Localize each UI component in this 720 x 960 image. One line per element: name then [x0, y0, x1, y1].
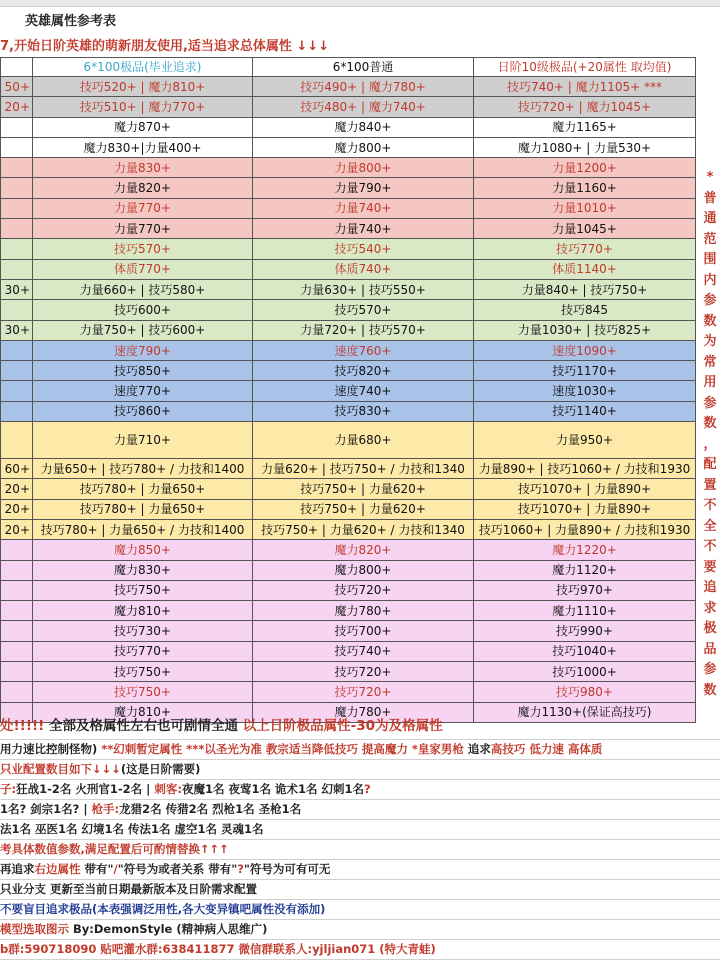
table-cell	[1, 137, 33, 157]
note-text: 法1名 巫医1名 幻境1名 传法1名 虚空1名 灵魂1名	[0, 822, 264, 836]
note-text: 只业分支 更新至当前日期最新版本及日阶需求配置	[0, 882, 258, 896]
note-line	[0, 920, 720, 940]
table-cell: 魔力1165+	[474, 117, 696, 137]
table-cell: 技巧770+	[33, 641, 253, 661]
table-cell	[1, 158, 33, 178]
table-cell: 技巧780+ | 力量650+	[33, 479, 253, 499]
table-cell: 技巧570+	[253, 300, 474, 320]
table-cell: 技巧740+	[253, 641, 474, 661]
sidebar-char: 置	[703, 477, 717, 493]
table-cell: 力量790+	[253, 178, 474, 198]
note-line	[0, 860, 720, 880]
table-row	[1, 580, 696, 600]
note-text: 只业配置数目如下↓↓↓	[0, 762, 121, 776]
table-cell: 30+	[1, 279, 33, 299]
sidebar-char: 求	[703, 600, 717, 616]
table-cell: 技巧750+	[33, 580, 253, 600]
table-row	[1, 361, 696, 381]
note-text: 再追求	[0, 862, 35, 876]
sidebar-char: 配	[703, 457, 717, 472]
table-cell: 力量1160+	[474, 178, 696, 198]
sidebar-char: 全	[703, 518, 717, 534]
table-cell: 力量750+ | 技巧600+	[33, 320, 253, 340]
table-cell: 魔力830+	[33, 560, 253, 580]
table-cell: 速度740+	[253, 381, 474, 401]
table-cell: 力量650+ | 技巧780+ / 力技和1400	[33, 459, 253, 479]
note-line	[0, 940, 720, 960]
sidebar-char: 围	[703, 252, 717, 267]
table-row	[1, 641, 696, 661]
table-cell: 魔力1130+(保证高技巧)	[474, 702, 696, 722]
table-row	[1, 540, 696, 560]
table-cell: 魔力840+	[253, 117, 474, 137]
note-text: (精神病人思维广)	[176, 922, 268, 936]
sidebar-char: 极	[703, 621, 717, 636]
table-row	[1, 300, 696, 320]
table-cell: 力量740+	[253, 198, 474, 218]
sheet-subtitle: 7,开始日阶英雄的萌新朋友使用,适当追求总体属性 ↓↓↓	[0, 39, 330, 54]
table-cell: 魔力780+	[253, 702, 474, 722]
table-cell: 力量1010+	[474, 198, 696, 218]
table-cell: 魔力800+	[253, 560, 474, 580]
table-cell: 魔力1120+	[474, 560, 696, 580]
header-row	[1, 58, 696, 77]
table-cell: 技巧490+ | 魔力780+	[253, 77, 474, 97]
sidebar-char: 为	[703, 334, 717, 349]
table-row	[1, 682, 696, 702]
table-cell: 速度1030+	[474, 381, 696, 401]
table-cell: 力量630+ | 技巧550+	[253, 279, 474, 299]
table-row	[1, 459, 696, 479]
sidebar-char: 参	[703, 293, 717, 308]
table-row	[1, 340, 696, 360]
table-cell: 技巧980+	[474, 682, 696, 702]
table-cell: 20+	[1, 97, 33, 117]
table-row	[1, 137, 696, 157]
table-cell: 魔力820+	[253, 540, 474, 560]
table-cell: 力量720+ | 技巧570+	[253, 320, 474, 340]
table-cell: 技巧750+ | 力量620+	[253, 479, 474, 499]
sidebar-char: 追	[703, 580, 717, 595]
table-cell: 20+	[1, 479, 33, 499]
note-text: (这是日阶需要)	[120, 762, 201, 776]
sidebar-char: *	[706, 170, 714, 185]
table-row	[1, 97, 696, 117]
header-cell	[1, 58, 33, 77]
note-text: 模型选取图示	[0, 922, 74, 936]
table-row	[1, 601, 696, 621]
table-cell: 技巧770+	[474, 239, 696, 259]
table-cell: 技巧850+	[33, 361, 253, 381]
table-cell: 技巧1060+ | 力量890+ / 力技和1930	[474, 519, 696, 539]
table-row	[1, 662, 696, 682]
note-line	[0, 880, 720, 900]
table-row	[1, 401, 696, 421]
sidebar-char: 用	[703, 375, 717, 390]
table-cell: 力量680+	[253, 422, 474, 459]
table-row	[1, 422, 696, 459]
table-cell: 速度1090+	[474, 340, 696, 360]
sidebar-char: 内	[703, 272, 717, 288]
table-cell: 技巧720+	[253, 682, 474, 702]
table-cell	[1, 560, 33, 580]
note-text: 枪手:	[91, 802, 120, 816]
table-cell: 魔力1220+	[474, 540, 696, 560]
table-cell: 体质740+	[253, 259, 474, 279]
table-cell: 魔力870+	[33, 117, 253, 137]
table-cell: 技巧520+ | 魔力810+	[33, 77, 253, 97]
note-text: 考具体数值参数,满足配置后可酌情替换↑↑↑	[0, 842, 229, 856]
sidebar-char: 范	[703, 231, 717, 247]
table-row	[1, 499, 696, 519]
table-cell: 速度790+	[33, 340, 253, 360]
table-row	[1, 560, 696, 580]
table-row	[1, 479, 696, 499]
table-cell: 技巧720+ | 魔力1045+	[474, 97, 696, 117]
table-cell: 技巧1000+	[474, 662, 696, 682]
table-cell: 力量770+	[33, 219, 253, 239]
note-line	[0, 840, 720, 860]
table-cell: 技巧750+	[33, 662, 253, 682]
table-cell: 技巧820+	[253, 361, 474, 381]
table-cell	[1, 401, 33, 421]
table-row	[1, 219, 696, 239]
table-cell: 技巧510+ | 魔力770+	[33, 97, 253, 117]
note-text: "符号为可有可无	[243, 862, 331, 876]
note-text: 处!!!!!	[0, 718, 49, 734]
table-cell: 速度760+	[253, 340, 474, 360]
sheet-title: 英雄属性参考表	[25, 14, 117, 29]
table-cell: 技巧600+	[33, 300, 253, 320]
table-row	[1, 519, 696, 539]
note-text: 皇家男枪	[417, 742, 468, 756]
table-cell: 60+	[1, 459, 33, 479]
table-cell	[1, 601, 33, 621]
table-cell	[1, 239, 33, 259]
sidebar-char: 品	[703, 641, 717, 657]
table-cell	[1, 219, 33, 239]
table-cell: 50+	[1, 77, 33, 97]
note-text: 夜魔1名 夜莺1名 诡术1名 幻刺1名	[181, 782, 365, 796]
note-text: "符号为或者关系 带有"	[117, 862, 238, 876]
table-cell	[1, 662, 33, 682]
table-cell: 魔力780+	[253, 601, 474, 621]
note-line	[0, 713, 720, 740]
note-text: 全部及格属性左右也可剧情全通	[48, 718, 243, 734]
table-cell: 技巧860+	[33, 401, 253, 421]
table-row	[1, 198, 696, 218]
table-cell: 力量800+	[253, 158, 474, 178]
header-cell: 日阶10级极品(+20属性 取均值)	[474, 58, 696, 77]
table-cell	[1, 300, 33, 320]
table-cell: 魔力830+|力量400+	[33, 137, 253, 157]
note-text: ?	[237, 862, 244, 876]
table-cell	[1, 422, 33, 459]
table-cell: 技巧1140+	[474, 401, 696, 421]
table-cell: 技巧540+	[253, 239, 474, 259]
note-text: 子:	[0, 782, 17, 796]
table-cell: 体质1140+	[474, 259, 696, 279]
table-cell: 力量820+	[33, 178, 253, 198]
note-text: 带有"	[80, 862, 114, 876]
table-cell: 技巧720+	[253, 580, 474, 600]
table-row	[1, 279, 696, 299]
table-row	[1, 621, 696, 641]
table-cell: 力量840+ | 技巧750+	[474, 279, 696, 299]
sidebar-char: 普	[703, 190, 717, 206]
note-text: 1名? 剑宗1名? |	[0, 802, 92, 816]
table-cell: 技巧780+ | 力量650+	[33, 499, 253, 519]
table-cell: 魔力850+	[33, 540, 253, 560]
table-cell: 力量710+	[33, 422, 253, 459]
table-cell	[1, 198, 33, 218]
table-cell: 魔力800+	[253, 137, 474, 157]
table-cell: 技巧845	[474, 300, 696, 320]
sidebar-char: 不	[703, 539, 717, 554]
table-cell: 力量1045+	[474, 219, 696, 239]
window-top-bar	[0, 0, 720, 7]
note-line	[0, 740, 720, 760]
sidebar-char: 要	[703, 559, 717, 575]
table-cell: 体质770+	[33, 259, 253, 279]
table-cell	[1, 340, 33, 360]
table-cell: 力量620+ | 技巧750+ / 力技和1340	[253, 459, 474, 479]
note-text: 狂战1-2名 火刑官1-2名 |	[16, 782, 155, 796]
table-cell: 力量1200+	[474, 158, 696, 178]
table-cell: 技巧570+	[33, 239, 253, 259]
table-cell: 技巧970+	[474, 580, 696, 600]
table-cell: 30+	[1, 320, 33, 340]
sidebar-char: 常	[703, 354, 717, 370]
attribute-table	[0, 57, 696, 723]
note-line	[0, 820, 720, 840]
table-cell: 魔力810+	[33, 702, 253, 722]
sidebar-char: 不	[703, 498, 717, 513]
note-text: 右边属性	[34, 862, 81, 876]
note-text: 不要盲目追求极品(本表强调泛用性,各大变异镇吧属性没有添加)	[0, 902, 326, 916]
table-cell	[1, 540, 33, 560]
table-cell	[1, 381, 33, 401]
table-cell	[1, 621, 33, 641]
table-cell	[1, 259, 33, 279]
table-cell: 魔力1080+ | 力量530+	[474, 137, 696, 157]
sidebar-char: 数	[703, 313, 717, 329]
note-text: 追求	[467, 742, 491, 756]
note-text: 高技巧 低力速 高体质	[490, 742, 603, 756]
table-cell: 技巧720+	[253, 662, 474, 682]
sidebar-char: 参	[703, 395, 717, 411]
notes-section	[0, 713, 720, 960]
table-cell: 力量890+ | 技巧1060+ / 力技和1930	[474, 459, 696, 479]
sidebar-char: 参	[703, 662, 717, 677]
table-row	[1, 77, 696, 97]
header-cell: 6*100普通	[253, 58, 474, 77]
table-cell	[1, 580, 33, 600]
table-cell: 技巧750+	[33, 682, 253, 702]
header-cell: 6*100极品(毕业追求)	[33, 58, 253, 77]
note-text: 以上日阶极品属性-30为及格属性	[242, 718, 443, 734]
sidebar-char: 通	[703, 211, 717, 226]
table-cell: 技巧480+ | 魔力740+	[253, 97, 474, 117]
note-text: By:DemonStyle	[73, 922, 177, 936]
note-text: **幻刺暂定属性 ***以圣光为准 教宗适当降低技巧 提高魔力 *	[101, 742, 418, 756]
table-row	[1, 239, 696, 259]
sidebar-char: 数	[703, 682, 717, 698]
table-cell: 力量770+	[33, 198, 253, 218]
table-cell: 技巧1040+	[474, 641, 696, 661]
note-text: /	[113, 862, 118, 876]
table-cell: 力量1030+ | 技巧825+	[474, 320, 696, 340]
table-cell: 魔力810+	[33, 601, 253, 621]
note-line	[0, 900, 720, 920]
table-cell	[1, 178, 33, 198]
table-cell: 20+	[1, 499, 33, 519]
note-line	[0, 760, 720, 780]
note-text: b群:590718090 贴吧灌水群:638411877 微信群联系人:yjljian071 (特大青蛙)	[0, 942, 436, 956]
table-row	[1, 158, 696, 178]
table-cell: 力量740+	[253, 219, 474, 239]
table-cell: 20+	[1, 519, 33, 539]
table-row	[1, 381, 696, 401]
table-row	[1, 259, 696, 279]
table-row	[1, 178, 696, 198]
table-cell	[1, 117, 33, 137]
table-cell: 技巧730+	[33, 621, 253, 641]
sidebar-note	[702, 168, 718, 701]
note-line	[0, 780, 720, 800]
note-text: 用力速比控制怪物)	[0, 742, 102, 756]
note-text: 刺客:	[154, 782, 182, 796]
table-cell	[1, 361, 33, 381]
table-cell	[1, 682, 33, 702]
sidebar-char: ，	[703, 436, 717, 452]
table-cell: 技巧1070+ | 力量890+	[474, 499, 696, 519]
table-cell: 技巧1170+	[474, 361, 696, 381]
table-cell: 速度770+	[33, 381, 253, 401]
table-cell: 技巧700+	[253, 621, 474, 641]
table-cell: 技巧740+ | 魔力1105+ ***	[474, 77, 696, 97]
table-cell	[1, 641, 33, 661]
sidebar-char: 数	[703, 416, 717, 431]
table-cell: 技巧780+ | 力量650+ / 力技和1400	[33, 519, 253, 539]
note-text: ?	[364, 782, 371, 796]
note-line	[0, 800, 720, 820]
table-cell: 技巧750+ | 力量620+	[253, 499, 474, 519]
table-cell: 技巧1070+ | 力量890+	[474, 479, 696, 499]
table-cell: 魔力1110+	[474, 601, 696, 621]
note-text: 龙猎2名 传猎2名 烈枪1名 圣枪1名	[119, 802, 302, 816]
table-cell: 力量950+	[474, 422, 696, 459]
table-row	[1, 320, 696, 340]
table-cell: 技巧830+	[253, 401, 474, 421]
table-cell: 技巧990+	[474, 621, 696, 641]
table-cell: 技巧750+ | 力量620+ / 力技和1340	[253, 519, 474, 539]
table-row	[1, 117, 696, 137]
table-cell: 力量660+ | 技巧580+	[33, 279, 253, 299]
table-cell: 力量830+	[33, 158, 253, 178]
